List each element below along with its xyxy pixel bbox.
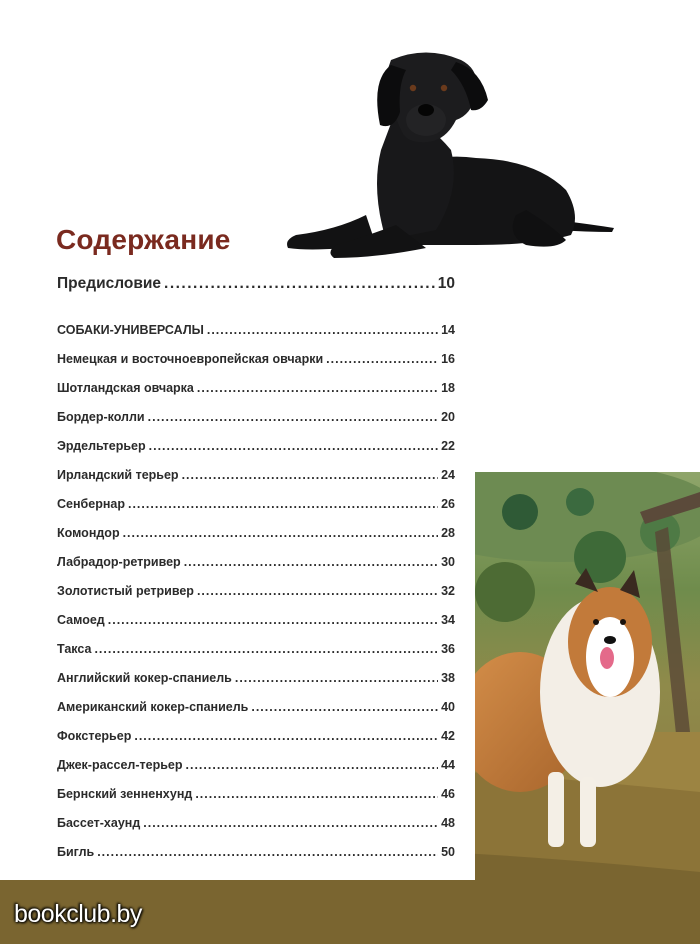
toc-leader-dots [94,642,438,656]
toc-preface-page: 10 [437,275,455,292]
toc-entry[interactable] [57,729,455,743]
toc-leader-dots [195,787,438,801]
toc-leader-dots [197,584,438,598]
toc-entry-page: 50 [441,845,455,859]
toc-entry[interactable] [57,468,455,482]
toc-entry-label: Шотландская овчарка [57,381,194,395]
toc-entry-page: 36 [441,642,455,656]
toc-entry-page: 48 [441,816,455,830]
toc-entry-page: 30 [441,555,455,569]
toc-leader-dots [97,845,438,859]
toc-entry-label: Бассет-хаунд [57,816,141,830]
toc-entry-page: 14 [441,323,455,337]
toc-entry-label: Такса [57,642,92,656]
toc-entry-label: Лабрадор-ретривер [57,555,181,569]
toc-entry-page: 44 [441,758,455,772]
toc-entry-label: Бигль [57,845,95,859]
toc-leader-dots [164,275,435,293]
toc-entry-page: 18 [441,381,455,395]
toc-entry-page: 24 [441,468,455,482]
toc-leader-dots [134,729,438,743]
toc-entry-page: 28 [441,526,455,540]
toc-entry-page: 32 [441,584,455,598]
toc-entry[interactable] [57,526,455,540]
toc-leader-dots [148,410,438,424]
toc-leader-dots [149,439,438,453]
toc-leader-dots [184,555,438,569]
toc-leader-dots [128,497,438,511]
toc-leader-dots [251,700,438,714]
toc-entry[interactable] [57,758,455,772]
toc-entry-page: 42 [441,729,455,743]
toc-leader-dots [123,526,439,540]
watermark: bookclub.by [14,900,142,928]
toc-leader-dots [108,613,438,627]
toc-entry-label: Джек-рассел-терьер [57,758,183,772]
toc-preface-label: Предисловие [57,275,162,292]
toc-entry-label: Бернский зенненхунд [57,787,193,801]
toc-entry-page: 38 [441,671,455,685]
labrador-illustration [276,40,616,265]
toc-entry-label: СОБАКИ-УНИВЕРСАЛЫ [57,323,204,337]
toc-entry[interactable] [57,845,455,859]
toc-entry-label: Эрдельтерьер [57,439,146,453]
toc-entry[interactable] [57,642,455,656]
toc-entry[interactable] [57,555,455,569]
toc-entry-page: 40 [441,700,455,714]
toc-entry-page: 46 [441,787,455,801]
toc-entry-label: Английский кокер-спаниель [57,671,232,685]
toc-entry[interactable] [57,787,455,801]
toc-entry-label: Ирландский терьер [57,468,179,482]
toc-entry[interactable] [57,439,455,453]
toc-entry-page: 22 [441,439,455,453]
toc-entry[interactable] [57,497,455,511]
toc-entry[interactable] [57,671,455,685]
toc-preface-row[interactable] [57,275,455,293]
toc-title: Содержание [56,224,231,255]
toc-entry[interactable] [57,410,455,424]
toc-entry[interactable] [57,352,455,366]
toc-entry[interactable] [57,323,455,337]
toc-leader-dots [197,381,438,395]
toc-entry-label: Сенбернар [57,497,125,511]
toc-entry[interactable] [57,816,455,830]
toc-entry-page: 16 [441,352,455,366]
toc-entry[interactable] [57,381,455,395]
toc-entry-label: Золотистый ретривер [57,584,194,598]
toc-entry-label: Бордер-колли [57,410,145,424]
toc-entry-page: 34 [441,613,455,627]
toc-entry[interactable] [57,700,455,714]
toc-entry[interactable] [57,613,455,627]
toc-entry-page: 20 [441,410,455,424]
toc-entry-label: Комондор [57,526,120,540]
toc-leader-dots [207,323,438,337]
toc-leader-dots [326,352,438,366]
toc-entry-label: Самоед [57,613,105,627]
toc-leader-dots [182,468,439,482]
toc-entry[interactable] [57,584,455,598]
toc-entry-label: Американский кокер-спаниель [57,700,249,714]
toc-leader-dots [186,758,439,772]
toc-leader-dots [235,671,438,685]
toc-entry-label: Немецкая и восточноевропейская овчарки [57,352,324,366]
toc-entry-page: 26 [441,497,455,511]
toc-entry-label: Фокстерьер [57,729,132,743]
toc-leader-dots [143,816,438,830]
